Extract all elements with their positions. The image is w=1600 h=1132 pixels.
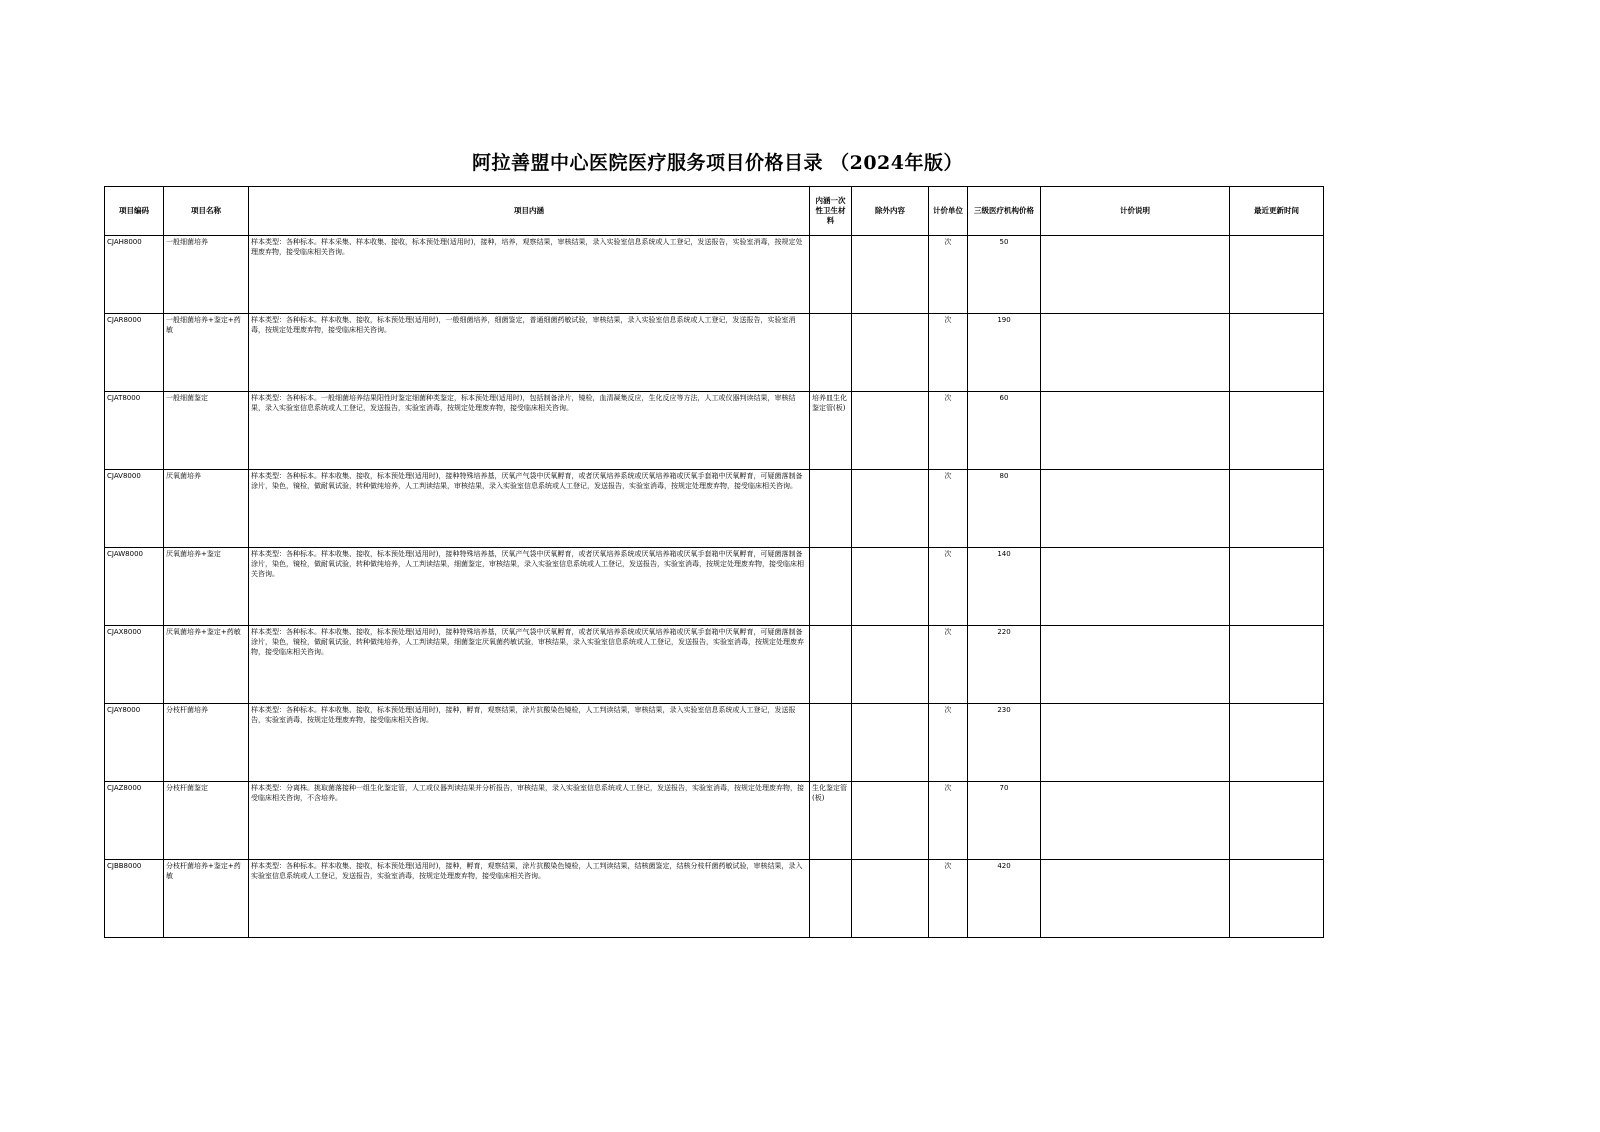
item-content: 样本类型：各种标本。样本收集、接收，标本预处理(适用时)，接种，孵育，观察结果，涂片抗酸染色镜检，人工判读结果，结核菌鉴定，结核分枝杆菌药敏试验，审核结果，录入实验室信息系统或人工登记，发送报告，实验室消毒，按规定处理废弃物，接受临床相关咨询。: [249, 860, 810, 938]
item-code: CJAV8000: [105, 470, 164, 548]
item-consumable: [810, 470, 852, 548]
item-consumable: [810, 314, 852, 392]
table-row: [105, 314, 1324, 392]
item-updated: [1230, 392, 1324, 470]
item-updated: [1230, 470, 1324, 548]
item-price: 60: [968, 392, 1041, 470]
item-unit: 次: [929, 704, 968, 782]
item-code: CJAT8000: [105, 392, 164, 470]
item-name: 一般细菌鉴定: [164, 392, 249, 470]
item-name: 一般细菌培养: [164, 236, 249, 314]
item-price: 220: [968, 626, 1041, 704]
item-code: CJAH8000: [105, 236, 164, 314]
item-excluded: [852, 704, 929, 782]
table-row: [105, 470, 1324, 548]
item-name: 厌氧菌培养+鉴定+药敏: [164, 626, 249, 704]
item-updated: [1230, 548, 1324, 626]
item-unit: 次: [929, 314, 968, 392]
item-unit: 次: [929, 860, 968, 938]
price-catalog-table: [104, 186, 1324, 938]
item-content: 样本类型：各种标本。样本采集、样本收集、接收，标本预处理(适用时)，接种，培养，观察结果，审核结果，录入实验室信息系统或人工登记，发送报告，实验室消毒，按规定处理废弃物，接受临床相关咨询。: [249, 236, 810, 314]
header-updated: 最近更新时间: [1230, 187, 1324, 236]
item-price: 140: [968, 548, 1041, 626]
header-code: 项目编码: [105, 187, 164, 236]
item-note: [1041, 704, 1230, 782]
header-consumable: 内涵一次性卫生材料: [810, 187, 852, 236]
item-price: 420: [968, 860, 1041, 938]
item-updated: [1230, 626, 1324, 704]
item-content: 样本类型：各种标本。样本收集、接收，标本预处理(适用时)，接种，孵育，观察结果，涂片抗酸染色镜检，人工判读结果，审核结果，录入实验室信息系统或人工登记，发送报告，实验室消毒，按规定处理废弃物，接受临床相关咨询。: [249, 704, 810, 782]
header-row: [105, 187, 1324, 236]
item-name: 分枝杆菌培养: [164, 704, 249, 782]
item-consumable: [810, 236, 852, 314]
header-name: 项目名称: [164, 187, 249, 236]
item-excluded: [852, 314, 929, 392]
header-content: 项目内涵: [249, 187, 810, 236]
item-consumable: [810, 548, 852, 626]
item-price: 70: [968, 782, 1041, 860]
item-content: 样本类型：分离株。挑取菌落接种一组生化鉴定管，人工或仪器判读结果并分析报告，审核结果，录入实验室信息系统或人工登记，发送报告，实验室消毒，按规定处理废弃物，接受临床相关咨询，不含培养。: [249, 782, 810, 860]
item-updated: [1230, 236, 1324, 314]
item-updated: [1230, 782, 1324, 860]
item-unit: 次: [929, 470, 968, 548]
item-consumable: 培养皿生化鉴定管(板): [810, 392, 852, 470]
item-note: [1041, 860, 1230, 938]
item-price: 80: [968, 470, 1041, 548]
item-code: CJAX8000: [105, 626, 164, 704]
table-row: [105, 860, 1324, 938]
item-code: CJAZ8000: [105, 782, 164, 860]
item-code: CJBB8000: [105, 860, 164, 938]
item-content: 样本类型：各种标本。样本收集、接收，标本预处理(适用时)，接种特殊培养基，厌氧产气袋中厌氧孵育，或者厌氧培养系统或厌氧培养箱或厌氧手套箱中厌氧孵育，可疑菌落制备涂片，染色，镜检，做耐氧试验，转种做纯培养，人工判读结果，细菌鉴定，审核结果，录入实验室信息系统或人工登记，发送报告，实验室消毒，按规定处理废弃物，接受临床相关咨询。: [249, 548, 810, 626]
item-unit: 次: [929, 548, 968, 626]
item-content: 样本类型：各种标本。样本收集、接收，标本预处理(适用时)，一般细菌培养，细菌鉴定，普通细菌药敏试验，审核结果，录入实验室信息系统或人工登记，发送报告，实验室消毒，按规定处理废弃物，接受临床相关咨询。: [249, 314, 810, 392]
item-excluded: [852, 782, 929, 860]
header-excluded: 除外内容: [852, 187, 929, 236]
item-excluded: [852, 548, 929, 626]
item-name: 厌氧菌培养+鉴定: [164, 548, 249, 626]
item-updated: [1230, 314, 1324, 392]
item-note: [1041, 782, 1230, 860]
item-excluded: [852, 392, 929, 470]
header-price: 三级医疗机构价格: [968, 187, 1041, 236]
item-note: [1041, 548, 1230, 626]
item-note: [1041, 626, 1230, 704]
item-consumable: [810, 704, 852, 782]
item-price: 230: [968, 704, 1041, 782]
header-unit: 计价单位: [929, 187, 968, 236]
item-unit: 次: [929, 626, 968, 704]
item-code: CJAY8000: [105, 704, 164, 782]
table-row: [105, 236, 1324, 314]
item-code: CJAW8000: [105, 548, 164, 626]
item-consumable: 生化鉴定管(板): [810, 782, 852, 860]
table-row: [105, 548, 1324, 626]
item-note: [1041, 236, 1230, 314]
item-note: [1041, 470, 1230, 548]
table-row: [105, 626, 1324, 704]
item-price: 50: [968, 236, 1041, 314]
table-row: [105, 782, 1324, 860]
item-content: 样本类型：各种标本。样本收集、接收，标本预处理(适用时)，接种特殊培养基，厌氧产气袋中厌氧孵育，或者厌氧培养系统或厌氧培养箱或厌氧手套箱中厌氧孵育，可疑菌落制备涂片，染色，镜检，做耐氧试验，转种做纯培养，人工判读结果，细菌鉴定厌氧菌药敏试验，审核结果，录入实验室信息系统或人工登记，发送报告，实验室消毒，按规定处理废弃物，接受临床相关咨询。: [249, 626, 810, 704]
item-name: 分枝杆菌培养+鉴定+药敏: [164, 860, 249, 938]
item-unit: 次: [929, 782, 968, 860]
header-note: 计价说明: [1041, 187, 1230, 236]
item-code: CJAR8000: [105, 314, 164, 392]
table-row: [105, 704, 1324, 782]
item-unit: 次: [929, 236, 968, 314]
item-updated: [1230, 860, 1324, 938]
item-name: 一般细菌培养+鉴定+药敏: [164, 314, 249, 392]
item-price: 190: [968, 314, 1041, 392]
item-name: 厌氧菌培养: [164, 470, 249, 548]
item-excluded: [852, 626, 929, 704]
item-content: 样本类型：各种标本。一般细菌培养结果阳性时鉴定细菌种类鉴定，标本预处理(适用时)，包括制备涂片，镜检，血清凝集反应，生化反应等方法，人工或仪器判读结果，审核结果，录入实验室信息系统或人工登记，发送报告，实验室消毒，按规定处理废弃物，接受临床相关咨询。: [249, 392, 810, 470]
item-excluded: [852, 236, 929, 314]
item-consumable: [810, 860, 852, 938]
table-row: [105, 392, 1324, 470]
page-title: 阿拉善盟中心医院医疗服务项目价格目录 （2024年版）: [472, 152, 963, 174]
item-note: [1041, 314, 1230, 392]
item-unit: 次: [929, 392, 968, 470]
item-name: 分枝杆菌鉴定: [164, 782, 249, 860]
item-updated: [1230, 704, 1324, 782]
item-excluded: [852, 470, 929, 548]
item-consumable: [810, 626, 852, 704]
item-excluded: [852, 860, 929, 938]
item-content: 样本类型：各种标本。样本收集、接收，标本预处理(适用时)，接种特殊培养基，厌氧产气袋中厌氧孵育，或者厌氧培养系统或厌氧培养箱或厌氧手套箱中厌氧孵育，可疑菌落制备涂片，染色，镜检，做耐氧试验，转种做纯培养，人工判读结果，审核结果，录入实验室信息系统或人工登记，发送报告，实验室消毒，按规定处理废弃物，接受临床相关咨询。: [249, 470, 810, 548]
item-note: [1041, 392, 1230, 470]
